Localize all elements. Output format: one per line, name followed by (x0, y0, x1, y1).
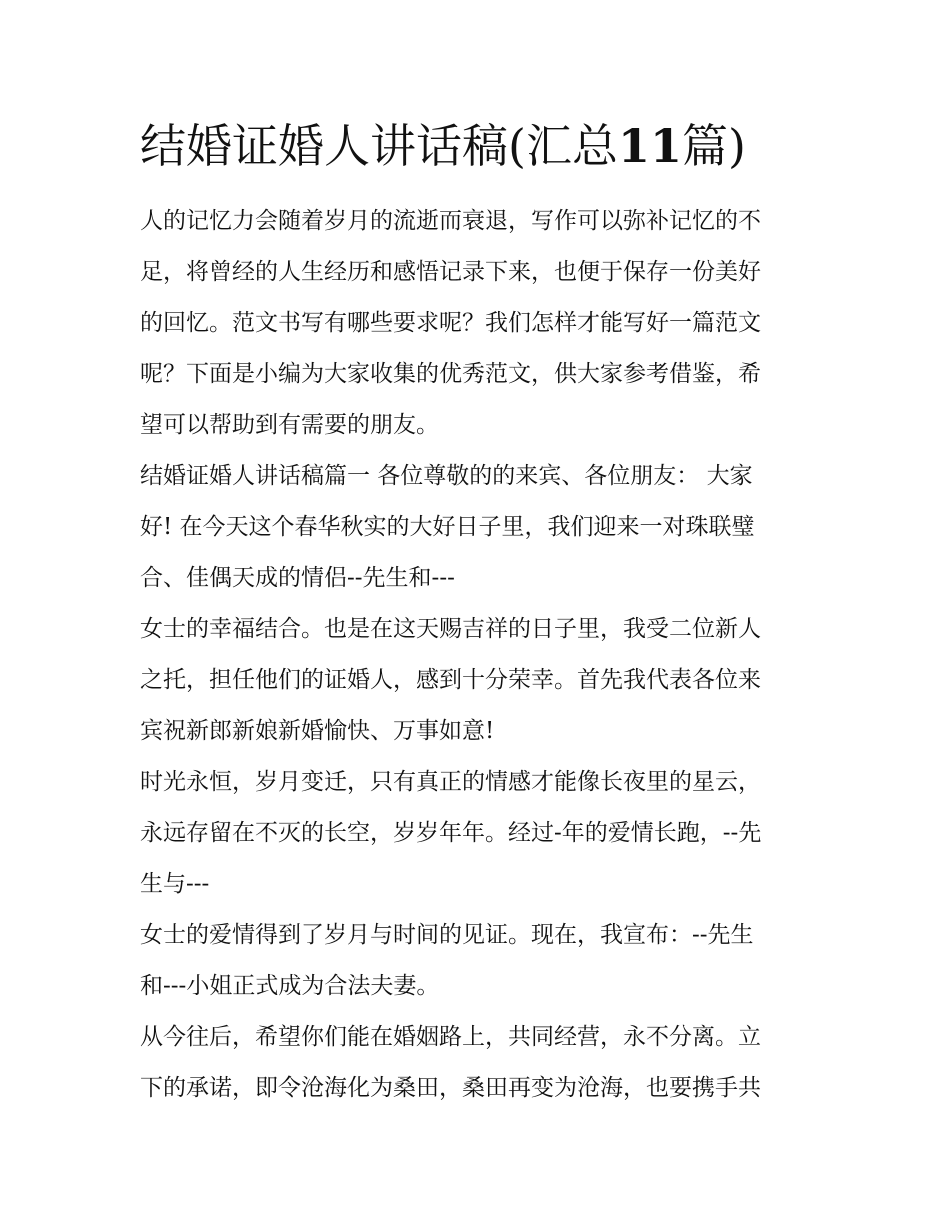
text-line: 人的记忆力会随着岁月的流逝而衰退，写作可以弥补记忆的不 (140, 208, 761, 234)
text-line: 时光永恒，岁月变迁，只有真正的情感才能像长夜里的星云， (140, 769, 761, 795)
text-line: 和---小姐正式成为合法夫妻。 (140, 973, 440, 999)
text-line: 永远存留在不灭的长空，岁岁年年。经过-年的爱情长跑，--先 (140, 820, 762, 846)
text-line: 结婚证婚人讲话稿篇一 各位尊敬的的来宾、各位朋友： 大家 (140, 463, 753, 489)
title-suffix: 篇) (681, 119, 746, 173)
text-line: 合、佳偶天成的情侣--先生和--- (140, 565, 455, 591)
text-line: 下的承诺，即令沧海化为桑田，桑田再变为沧海，也要携手共 (140, 1075, 761, 1101)
text-line: 足，将曾经的人生经历和感悟记录下来，也便于保存一份美好 (140, 259, 761, 285)
text-line: 宾祝新郎新娘新婚愉快、万事如意! (140, 718, 495, 744)
text-line: 生与--- (140, 871, 210, 897)
page-title (140, 114, 840, 178)
text-line: 女士的幸福结合。也是在这天赐吉祥的日子里，我受二位新人 (140, 616, 761, 642)
text-line: 望可以帮助到有需要的朋友。 (140, 412, 439, 438)
text-line: 呢？下面是小编为大家收集的优秀范文，供大家参考借鉴，希 (140, 361, 761, 387)
title-number: 11 (617, 119, 682, 173)
document-body (140, 196, 812, 1114)
text-line: 女士的爱情得到了岁月与时间的见证。现在，我宣布：--先生 (140, 922, 754, 948)
text-line: 从今往后，希望你们能在婚姻路上，共同经营，永不分离。立 (140, 1024, 761, 1050)
text-line: 好! 在今天这个春华秋实的大好日子里，我们迎来一对珠联璧 (140, 514, 755, 540)
text-line: 之托，担任他们的证婚人，感到十分荣幸。首先我代表各位来 (140, 667, 761, 693)
title-prefix: 结婚证婚人讲话稿(汇总 (140, 119, 618, 173)
text-line: 的回忆。范文书写有哪些要求呢？我们怎样才能写好一篇范文 (140, 310, 761, 336)
